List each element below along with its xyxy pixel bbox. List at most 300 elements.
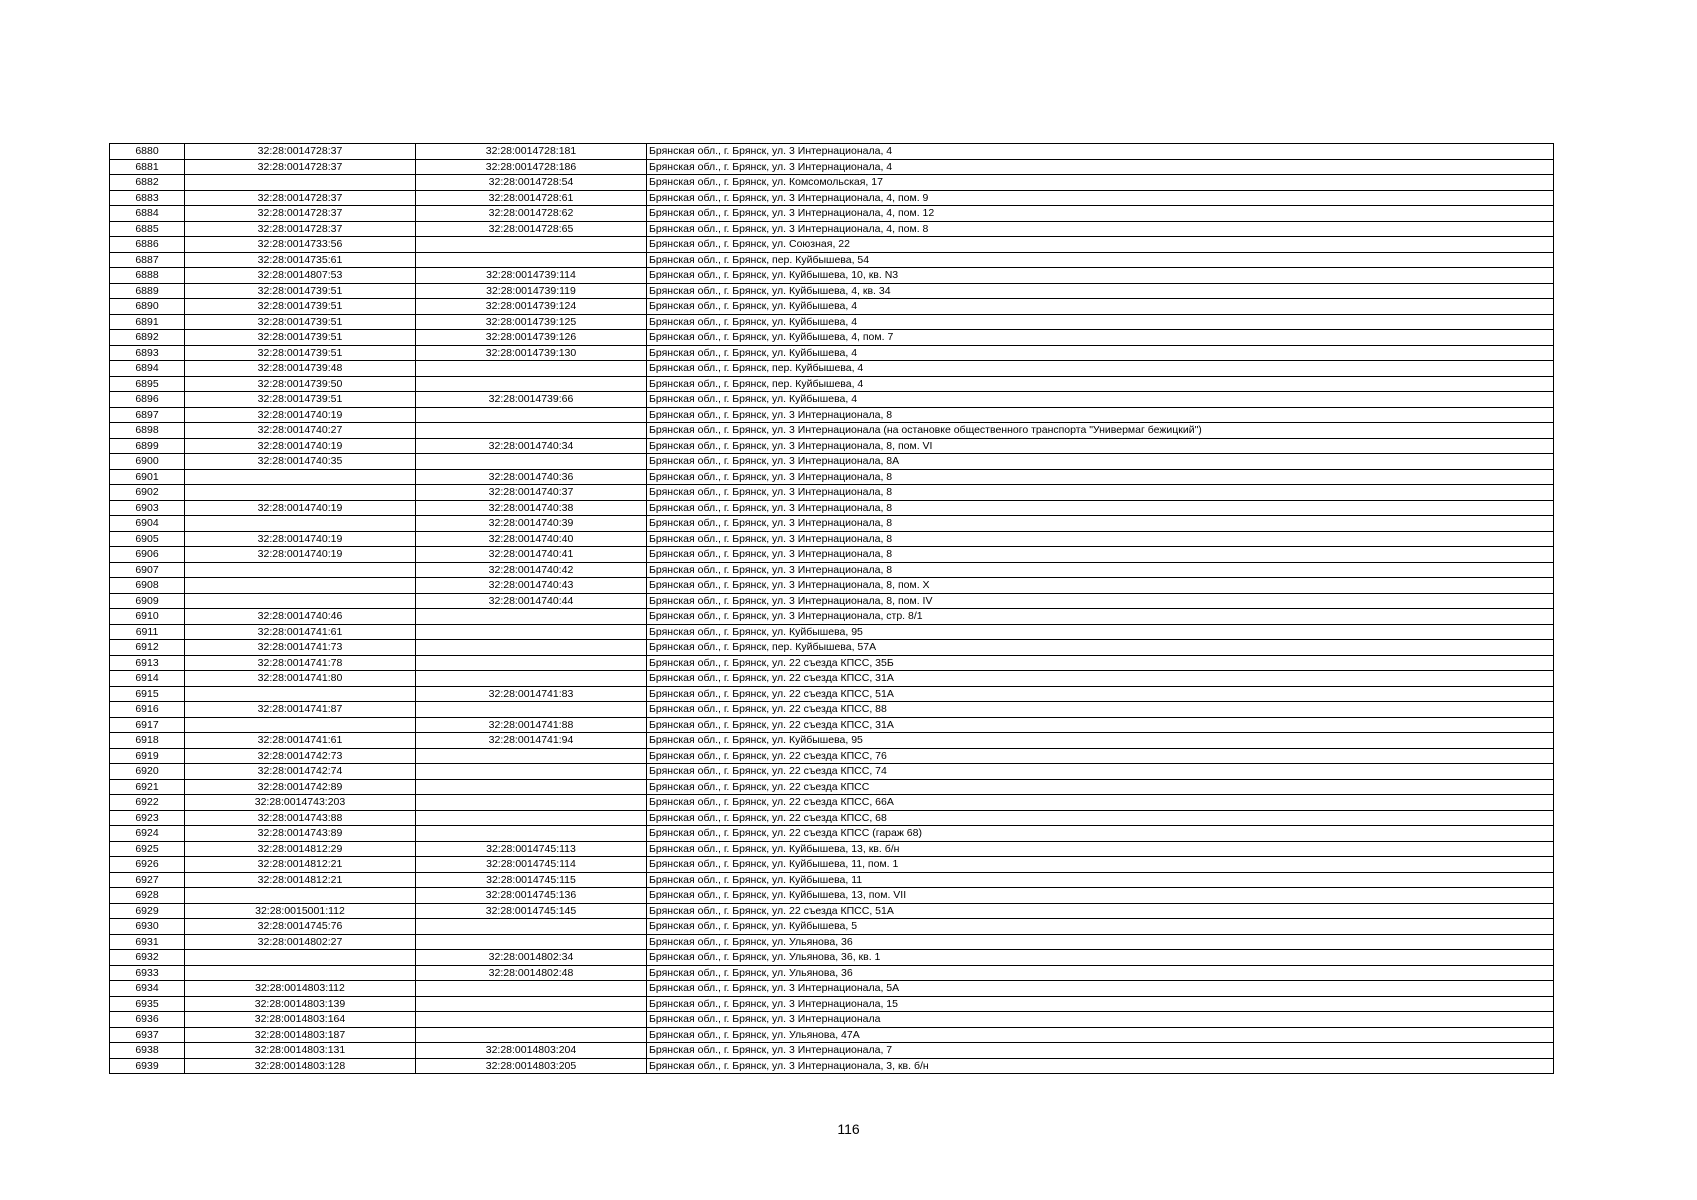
row-number-cell: 6893 bbox=[110, 345, 185, 361]
address-cell: Брянская обл., г. Брянск, ул. 3 Интернационала, 8 bbox=[647, 407, 1554, 423]
table-row bbox=[110, 252, 1554, 268]
table-row bbox=[110, 748, 1554, 764]
object-cadastral-number-cell bbox=[416, 252, 647, 268]
row-number-cell: 6939 bbox=[110, 1058, 185, 1074]
land-cadastral-number-cell: 32:28:0014740:19 bbox=[185, 547, 416, 563]
object-cadastral-number-cell bbox=[416, 826, 647, 842]
address-cell: Брянская обл., г. Брянск, пер. Куйбышева, 4 bbox=[647, 361, 1554, 377]
object-cadastral-number-cell: 32:28:0014740:43 bbox=[416, 578, 647, 594]
table-row bbox=[110, 175, 1554, 191]
table-row bbox=[110, 903, 1554, 919]
row-number-cell: 6931 bbox=[110, 934, 185, 950]
row-number-cell: 6927 bbox=[110, 872, 185, 888]
row-number-cell: 6887 bbox=[110, 252, 185, 268]
table-row bbox=[110, 795, 1554, 811]
row-number-cell: 6886 bbox=[110, 237, 185, 253]
table-row bbox=[110, 996, 1554, 1012]
address-cell: Брянская обл., г. Брянск, ул. 3 Интернационала, 8 bbox=[647, 531, 1554, 547]
table-row bbox=[110, 144, 1554, 160]
table-row bbox=[110, 423, 1554, 439]
land-cadastral-number-cell bbox=[185, 175, 416, 191]
land-cadastral-number-cell: 32:28:0014740:46 bbox=[185, 609, 416, 625]
row-number-cell: 6918 bbox=[110, 733, 185, 749]
object-cadastral-number-cell bbox=[416, 702, 647, 718]
row-number-cell: 6928 bbox=[110, 888, 185, 904]
row-number-cell: 6915 bbox=[110, 686, 185, 702]
object-cadastral-number-cell bbox=[416, 624, 647, 640]
address-cell: Брянская обл., г. Брянск, ул. Куйбышева, 4 bbox=[647, 392, 1554, 408]
address-cell: Брянская обл., г. Брянск, ул. 22 съезда КПСС, 68 bbox=[647, 810, 1554, 826]
object-cadastral-number-cell: 32:28:0014728:61 bbox=[416, 190, 647, 206]
address-cell: Брянская обл., г. Брянск, ул. Куйбышева, 4, кв. 34 bbox=[647, 283, 1554, 299]
table-row bbox=[110, 640, 1554, 656]
row-number-cell: 6897 bbox=[110, 407, 185, 423]
table-row bbox=[110, 392, 1554, 408]
address-cell: Брянская обл., г. Брянск, ул. 3 Интернационала, 8 bbox=[647, 500, 1554, 516]
row-number-cell: 6902 bbox=[110, 485, 185, 501]
object-cadastral-number-cell: 32:28:0014740:40 bbox=[416, 531, 647, 547]
object-cadastral-number-cell: 32:28:0014740:42 bbox=[416, 562, 647, 578]
address-cell: Брянская обл., г. Брянск, ул. 3 Интернационала, 8, пом. X bbox=[647, 578, 1554, 594]
address-cell: Брянская обл., г. Брянск, ул. Куйбышева, 11, пом. 1 bbox=[647, 857, 1554, 873]
row-number-cell: 6912 bbox=[110, 640, 185, 656]
land-cadastral-number-cell bbox=[185, 469, 416, 485]
object-cadastral-number-cell: 32:28:0014741:94 bbox=[416, 733, 647, 749]
object-cadastral-number-cell bbox=[416, 361, 647, 377]
page-number: 116 bbox=[837, 1121, 860, 1137]
address-cell: Брянская обл., г. Брянск, ул. Ульянова, 47А bbox=[647, 1027, 1554, 1043]
land-cadastral-number-cell bbox=[185, 686, 416, 702]
object-cadastral-number-cell: 32:28:0014740:41 bbox=[416, 547, 647, 563]
table-row bbox=[110, 469, 1554, 485]
land-cadastral-number-cell: 32:28:0014740:19 bbox=[185, 438, 416, 454]
row-number-cell: 6880 bbox=[110, 144, 185, 160]
land-cadastral-number-cell: 32:28:0014740:19 bbox=[185, 531, 416, 547]
address-cell: Брянская обл., г. Брянск, ул. 3 Интернационала, 8 bbox=[647, 562, 1554, 578]
land-cadastral-number-cell: 32:28:0014739:51 bbox=[185, 314, 416, 330]
table-row bbox=[110, 609, 1554, 625]
row-number-cell: 6883 bbox=[110, 190, 185, 206]
land-cadastral-number-cell: 32:28:0014743:89 bbox=[185, 826, 416, 842]
land-cadastral-number-cell: 32:28:0014803:187 bbox=[185, 1027, 416, 1043]
row-number-cell: 6908 bbox=[110, 578, 185, 594]
object-cadastral-number-cell: 32:28:0014739:125 bbox=[416, 314, 647, 330]
address-cell: Брянская обл., г. Брянск, ул. Союзная, 22 bbox=[647, 237, 1554, 253]
address-cell: Брянская обл., г. Брянск, ул. Куйбышева, 4 bbox=[647, 314, 1554, 330]
row-number-cell: 6905 bbox=[110, 531, 185, 547]
land-cadastral-number-cell: 32:28:0014743:203 bbox=[185, 795, 416, 811]
address-cell: Брянская обл., г. Брянск, ул. Куйбышева, 13, пом. VII bbox=[647, 888, 1554, 904]
table-row bbox=[110, 779, 1554, 795]
table-row bbox=[110, 159, 1554, 175]
object-cadastral-number-cell: 32:28:0014739:124 bbox=[416, 299, 647, 315]
address-cell: Брянская обл., г. Брянск, ул. 3 Интернационала, 8 bbox=[647, 516, 1554, 532]
row-number-cell: 6910 bbox=[110, 609, 185, 625]
object-cadastral-number-cell: 32:28:0014740:34 bbox=[416, 438, 647, 454]
row-number-cell: 6907 bbox=[110, 562, 185, 578]
address-cell: Брянская обл., г. Брянск, ул. 3 Интернационала, 4 bbox=[647, 144, 1554, 160]
object-cadastral-number-cell: 32:28:0014745:113 bbox=[416, 841, 647, 857]
address-cell: Брянская обл., г. Брянск, ул. 22 съезда КПСС, 51А bbox=[647, 686, 1554, 702]
table-row bbox=[110, 934, 1554, 950]
land-cadastral-number-cell: 32:28:0014739:51 bbox=[185, 345, 416, 361]
land-cadastral-number-cell: 32:28:0014741:73 bbox=[185, 640, 416, 656]
address-cell: Брянская обл., г. Брянск, ул. 3 Интернационала, 5А bbox=[647, 981, 1554, 997]
object-cadastral-number-cell bbox=[416, 919, 647, 935]
table-row bbox=[110, 330, 1554, 346]
address-cell: Брянская обл., г. Брянск, ул. Куйбышева, 11 bbox=[647, 872, 1554, 888]
address-cell: Брянская обл., г. Брянск, ул. Комсомольская, 17 bbox=[647, 175, 1554, 191]
row-number-cell: 6884 bbox=[110, 206, 185, 222]
row-number-cell: 6916 bbox=[110, 702, 185, 718]
land-cadastral-number-cell: 32:28:0014728:37 bbox=[185, 144, 416, 160]
object-cadastral-number-cell: 32:28:0014739:119 bbox=[416, 283, 647, 299]
table-row bbox=[110, 702, 1554, 718]
table-row bbox=[110, 578, 1554, 594]
object-cadastral-number-cell bbox=[416, 640, 647, 656]
object-cadastral-number-cell: 32:28:0014728:62 bbox=[416, 206, 647, 222]
row-number-cell: 6892 bbox=[110, 330, 185, 346]
land-cadastral-number-cell: 32:28:0014742:73 bbox=[185, 748, 416, 764]
address-cell: Брянская обл., г. Брянск, ул. 22 съезда КПСС, 66А bbox=[647, 795, 1554, 811]
row-number-cell: 6901 bbox=[110, 469, 185, 485]
land-cadastral-number-cell: 32:28:0014728:37 bbox=[185, 159, 416, 175]
object-cadastral-number-cell: 32:28:0014803:204 bbox=[416, 1043, 647, 1059]
table-row bbox=[110, 655, 1554, 671]
object-cadastral-number-cell bbox=[416, 1012, 647, 1028]
land-cadastral-number-cell bbox=[185, 950, 416, 966]
address-cell: Брянская обл., г. Брянск, ул. 3 Интернационала, 8, пом. IV bbox=[647, 593, 1554, 609]
row-number-cell: 6891 bbox=[110, 314, 185, 330]
row-number-cell: 6926 bbox=[110, 857, 185, 873]
address-cell: Брянская обл., г. Брянск, ул. 3 Интернационала, 4, пом. 8 bbox=[647, 221, 1554, 237]
object-cadastral-number-cell: 32:28:0014741:83 bbox=[416, 686, 647, 702]
row-number-cell: 6909 bbox=[110, 593, 185, 609]
land-cadastral-number-cell: 32:28:0014803:131 bbox=[185, 1043, 416, 1059]
land-cadastral-number-cell: 32:28:0014740:19 bbox=[185, 500, 416, 516]
object-cadastral-number-cell bbox=[416, 609, 647, 625]
row-number-cell: 6925 bbox=[110, 841, 185, 857]
table-row bbox=[110, 810, 1554, 826]
object-cadastral-number-cell bbox=[416, 934, 647, 950]
table-row bbox=[110, 624, 1554, 640]
object-cadastral-number-cell bbox=[416, 423, 647, 439]
row-number-cell: 6900 bbox=[110, 454, 185, 470]
object-cadastral-number-cell: 32:28:0014740:37 bbox=[416, 485, 647, 501]
address-cell: Брянская обл., г. Брянск, ул. Куйбышева, 4 bbox=[647, 345, 1554, 361]
object-cadastral-number-cell bbox=[416, 779, 647, 795]
table-row bbox=[110, 981, 1554, 997]
land-cadastral-number-cell: 32:28:0014812:29 bbox=[185, 841, 416, 857]
row-number-cell: 6933 bbox=[110, 965, 185, 981]
address-cell: Брянская обл., г. Брянск, ул. Ульянова, 36 bbox=[647, 965, 1554, 981]
row-number-cell: 6890 bbox=[110, 299, 185, 315]
object-cadastral-number-cell: 32:28:0014802:34 bbox=[416, 950, 647, 966]
row-number-cell: 6929 bbox=[110, 903, 185, 919]
table-row bbox=[110, 826, 1554, 842]
table-row bbox=[110, 686, 1554, 702]
address-cell: Брянская обл., г. Брянск, ул. 22 съезда КПСС, 31А bbox=[647, 717, 1554, 733]
object-cadastral-number-cell: 32:28:0014740:36 bbox=[416, 469, 647, 485]
land-cadastral-number-cell: 32:28:0014812:21 bbox=[185, 857, 416, 873]
row-number-cell: 6938 bbox=[110, 1043, 185, 1059]
address-cell: Брянская обл., г. Брянск, ул. 3 Интернационала, 4, пом. 12 bbox=[647, 206, 1554, 222]
address-cell: Брянская обл., г. Брянск, ул. 3 Интернационала, 4, пом. 9 bbox=[647, 190, 1554, 206]
land-cadastral-number-cell bbox=[185, 562, 416, 578]
object-cadastral-number-cell bbox=[416, 655, 647, 671]
land-cadastral-number-cell: 32:28:0014742:89 bbox=[185, 779, 416, 795]
land-cadastral-number-cell: 32:28:0014733:56 bbox=[185, 237, 416, 253]
table-row bbox=[110, 361, 1554, 377]
land-cadastral-number-cell: 32:28:0014739:51 bbox=[185, 330, 416, 346]
land-cadastral-number-cell: 32:28:0014728:37 bbox=[185, 221, 416, 237]
address-cell: Брянская обл., г. Брянск, ул. Куйбышева, 95 bbox=[647, 733, 1554, 749]
land-cadastral-number-cell: 32:28:0014803:128 bbox=[185, 1058, 416, 1074]
address-cell: Брянская обл., г. Брянск, ул. Куйбышева, 5 bbox=[647, 919, 1554, 935]
land-cadastral-number-cell: 32:28:0014741:61 bbox=[185, 733, 416, 749]
address-cell: Брянская обл., г. Брянск, ул. 3 Интернационала, 15 bbox=[647, 996, 1554, 1012]
address-cell: Брянская обл., г. Брянск, ул. 3 Интернационала, стр. 8/1 bbox=[647, 609, 1554, 625]
table-row bbox=[110, 376, 1554, 392]
land-cadastral-number-cell bbox=[185, 593, 416, 609]
address-cell: Брянская обл., г. Брянск, ул. 3 Интернационала, 8А bbox=[647, 454, 1554, 470]
row-number-cell: 6936 bbox=[110, 1012, 185, 1028]
land-cadastral-number-cell: 32:28:0014803:139 bbox=[185, 996, 416, 1012]
address-cell: Брянская обл., г. Брянск, ул. 3 Интернационала, 7 bbox=[647, 1043, 1554, 1059]
row-number-cell: 6935 bbox=[110, 996, 185, 1012]
land-cadastral-number-cell: 32:28:0014741:78 bbox=[185, 655, 416, 671]
object-cadastral-number-cell bbox=[416, 795, 647, 811]
land-cadastral-number-cell: 32:28:0015001:112 bbox=[185, 903, 416, 919]
object-cadastral-number-cell: 32:28:0014745:115 bbox=[416, 872, 647, 888]
table-row bbox=[110, 1012, 1554, 1028]
land-cadastral-number-cell: 32:28:0014739:50 bbox=[185, 376, 416, 392]
object-cadastral-number-cell: 32:28:0014739:114 bbox=[416, 268, 647, 284]
table-row bbox=[110, 733, 1554, 749]
table-row bbox=[110, 268, 1554, 284]
object-cadastral-number-cell: 32:28:0014739:126 bbox=[416, 330, 647, 346]
address-cell: Брянская обл., г. Брянск, ул. Куйбышева, 4 bbox=[647, 299, 1554, 315]
land-cadastral-number-cell: 32:28:0014739:51 bbox=[185, 283, 416, 299]
table-row bbox=[110, 671, 1554, 687]
land-cadastral-number-cell: 32:28:0014745:76 bbox=[185, 919, 416, 935]
object-cadastral-number-cell bbox=[416, 981, 647, 997]
registry-table-body bbox=[110, 144, 1554, 1074]
land-cadastral-number-cell: 32:28:0014743:88 bbox=[185, 810, 416, 826]
land-cadastral-number-cell bbox=[185, 516, 416, 532]
row-number-cell: 6923 bbox=[110, 810, 185, 826]
row-number-cell: 6882 bbox=[110, 175, 185, 191]
object-cadastral-number-cell bbox=[416, 764, 647, 780]
table-row bbox=[110, 237, 1554, 253]
object-cadastral-number-cell bbox=[416, 748, 647, 764]
row-number-cell: 6920 bbox=[110, 764, 185, 780]
address-cell: Брянская обл., г. Брянск, ул. 3 Интернационала, 8 bbox=[647, 547, 1554, 563]
object-cadastral-number-cell: 32:28:0014745:114 bbox=[416, 857, 647, 873]
land-cadastral-number-cell bbox=[185, 485, 416, 501]
row-number-cell: 6906 bbox=[110, 547, 185, 563]
land-cadastral-number-cell bbox=[185, 888, 416, 904]
row-number-cell: 6930 bbox=[110, 919, 185, 935]
row-number-cell: 6924 bbox=[110, 826, 185, 842]
address-cell: Брянская обл., г. Брянск, ул. Куйбышева, 4, пом. 7 bbox=[647, 330, 1554, 346]
object-cadastral-number-cell: 32:28:0014728:181 bbox=[416, 144, 647, 160]
row-number-cell: 6919 bbox=[110, 748, 185, 764]
table-row bbox=[110, 593, 1554, 609]
table-row bbox=[110, 206, 1554, 222]
object-cadastral-number-cell bbox=[416, 376, 647, 392]
table-row bbox=[110, 299, 1554, 315]
object-cadastral-number-cell bbox=[416, 996, 647, 1012]
row-number-cell: 6885 bbox=[110, 221, 185, 237]
address-cell: Брянская обл., г. Брянск, ул. 3 Интернационала (на остановке общественного транспорта "Универмаг бежицкий") bbox=[647, 423, 1554, 439]
land-cadastral-number-cell: 32:28:0014741:87 bbox=[185, 702, 416, 718]
row-number-cell: 6888 bbox=[110, 268, 185, 284]
object-cadastral-number-cell bbox=[416, 671, 647, 687]
row-number-cell: 6911 bbox=[110, 624, 185, 640]
table-row bbox=[110, 500, 1554, 516]
address-cell: Брянская обл., г. Брянск, ул. Куйбышева, 95 bbox=[647, 624, 1554, 640]
address-cell: Брянская обл., г. Брянск, ул. Куйбышева, 10, кв. N3 bbox=[647, 268, 1554, 284]
land-cadastral-number-cell: 32:28:0014742:74 bbox=[185, 764, 416, 780]
land-cadastral-number-cell: 32:28:0014741:61 bbox=[185, 624, 416, 640]
registry-table bbox=[109, 143, 1554, 1074]
object-cadastral-number-cell: 32:28:0014740:44 bbox=[416, 593, 647, 609]
land-cadastral-number-cell: 32:28:0014740:27 bbox=[185, 423, 416, 439]
table-row bbox=[110, 454, 1554, 470]
row-number-cell: 6881 bbox=[110, 159, 185, 175]
row-number-cell: 6898 bbox=[110, 423, 185, 439]
row-number-cell: 6896 bbox=[110, 392, 185, 408]
land-cadastral-number-cell bbox=[185, 965, 416, 981]
object-cadastral-number-cell bbox=[416, 1027, 647, 1043]
land-cadastral-number-cell bbox=[185, 578, 416, 594]
land-cadastral-number-cell: 32:28:0014807:53 bbox=[185, 268, 416, 284]
table-row bbox=[110, 547, 1554, 563]
row-number-cell: 6913 bbox=[110, 655, 185, 671]
row-number-cell: 6895 bbox=[110, 376, 185, 392]
object-cadastral-number-cell: 32:28:0014740:39 bbox=[416, 516, 647, 532]
table-row bbox=[110, 872, 1554, 888]
address-cell: Брянская обл., г. Брянск, ул. Ульянова, 36, кв. 1 bbox=[647, 950, 1554, 966]
address-cell: Брянская обл., г. Брянск, ул. Куйбышева, 13, кв. б/н bbox=[647, 841, 1554, 857]
table-row bbox=[110, 485, 1554, 501]
table-row bbox=[110, 1027, 1554, 1043]
object-cadastral-number-cell: 32:28:0014740:38 bbox=[416, 500, 647, 516]
table-row bbox=[110, 1058, 1554, 1074]
table-row bbox=[110, 190, 1554, 206]
address-cell: Брянская обл., г. Брянск, ул. 3 Интернационала, 4 bbox=[647, 159, 1554, 175]
address-cell: Брянская обл., г. Брянск, ул. 22 съезда КПСС, 76 bbox=[647, 748, 1554, 764]
row-number-cell: 6889 bbox=[110, 283, 185, 299]
address-cell: Брянская обл., г. Брянск, ул. 22 съезда КПСС bbox=[647, 779, 1554, 795]
land-cadastral-number-cell: 32:28:0014739:51 bbox=[185, 299, 416, 315]
object-cadastral-number-cell: 32:28:0014739:130 bbox=[416, 345, 647, 361]
land-cadastral-number-cell: 32:28:0014741:80 bbox=[185, 671, 416, 687]
table-row bbox=[110, 314, 1554, 330]
table-row bbox=[110, 841, 1554, 857]
land-cadastral-number-cell: 32:28:0014740:19 bbox=[185, 407, 416, 423]
address-cell: Брянская обл., г. Брянск, пер. Куйбышева, 4 bbox=[647, 376, 1554, 392]
address-cell: Брянская обл., г. Брянск, пер. Куйбышева, 57А bbox=[647, 640, 1554, 656]
object-cadastral-number-cell: 32:28:0014802:48 bbox=[416, 965, 647, 981]
row-number-cell: 6932 bbox=[110, 950, 185, 966]
table-row bbox=[110, 516, 1554, 532]
row-number-cell: 6914 bbox=[110, 671, 185, 687]
table-row bbox=[110, 950, 1554, 966]
address-cell: Брянская обл., г. Брянск, ул. 22 съезда КПСС, 51А bbox=[647, 903, 1554, 919]
land-cadastral-number-cell: 32:28:0014740:35 bbox=[185, 454, 416, 470]
land-cadastral-number-cell: 32:28:0014739:51 bbox=[185, 392, 416, 408]
row-number-cell: 6894 bbox=[110, 361, 185, 377]
object-cadastral-number-cell: 32:28:0014728:54 bbox=[416, 175, 647, 191]
address-cell: Брянская обл., г. Брянск, ул. 3 Интернационала, 3, кв. б/н bbox=[647, 1058, 1554, 1074]
table-row bbox=[110, 221, 1554, 237]
row-number-cell: 6899 bbox=[110, 438, 185, 454]
table-row bbox=[110, 531, 1554, 547]
land-cadastral-number-cell bbox=[185, 717, 416, 733]
address-cell: Брянская обл., г. Брянск, ул. 3 Интернационала, 8 bbox=[647, 469, 1554, 485]
object-cadastral-number-cell bbox=[416, 454, 647, 470]
address-cell: Брянская обл., г. Брянск, ул. 22 съезда КПСС, 74 bbox=[647, 764, 1554, 780]
row-number-cell: 6903 bbox=[110, 500, 185, 516]
object-cadastral-number-cell bbox=[416, 810, 647, 826]
table-row bbox=[110, 717, 1554, 733]
object-cadastral-number-cell: 32:28:0014739:66 bbox=[416, 392, 647, 408]
row-number-cell: 6934 bbox=[110, 981, 185, 997]
table-row bbox=[110, 965, 1554, 981]
table-row bbox=[110, 438, 1554, 454]
address-cell: Брянская обл., г. Брянск, ул. 22 съезда КПСС, 35Б bbox=[647, 655, 1554, 671]
land-cadastral-number-cell: 32:28:0014728:37 bbox=[185, 190, 416, 206]
table-row bbox=[110, 345, 1554, 361]
table-row bbox=[110, 1043, 1554, 1059]
object-cadastral-number-cell bbox=[416, 407, 647, 423]
row-number-cell: 6904 bbox=[110, 516, 185, 532]
object-cadastral-number-cell bbox=[416, 237, 647, 253]
address-cell: Брянская обл., г. Брянск, ул. 22 съезда КПСС, 31А bbox=[647, 671, 1554, 687]
table-row bbox=[110, 857, 1554, 873]
address-cell: Брянская обл., г. Брянск, ул. 22 съезда КПСС (гараж 68) bbox=[647, 826, 1554, 842]
row-number-cell: 6922 bbox=[110, 795, 185, 811]
table-row bbox=[110, 919, 1554, 935]
address-cell: Брянская обл., г. Брянск, ул. 22 съезда КПСС, 88 bbox=[647, 702, 1554, 718]
address-cell: Брянская обл., г. Брянск, пер. Куйбышева, 54 bbox=[647, 252, 1554, 268]
table-row bbox=[110, 888, 1554, 904]
land-cadastral-number-cell: 32:28:0014803:164 bbox=[185, 1012, 416, 1028]
object-cadastral-number-cell: 32:28:0014728:186 bbox=[416, 159, 647, 175]
address-cell: Брянская обл., г. Брянск, ул. Ульянова, 36 bbox=[647, 934, 1554, 950]
object-cadastral-number-cell: 32:28:0014803:205 bbox=[416, 1058, 647, 1074]
land-cadastral-number-cell: 32:28:0014812:21 bbox=[185, 872, 416, 888]
row-number-cell: 6937 bbox=[110, 1027, 185, 1043]
land-cadastral-number-cell: 32:28:0014728:37 bbox=[185, 206, 416, 222]
object-cadastral-number-cell: 32:28:0014745:136 bbox=[416, 888, 647, 904]
land-cadastral-number-cell: 32:28:0014739:48 bbox=[185, 361, 416, 377]
address-cell: Брянская обл., г. Брянск, ул. 3 Интернационала, 8 bbox=[647, 485, 1554, 501]
object-cadastral-number-cell: 32:28:0014728:65 bbox=[416, 221, 647, 237]
table-row bbox=[110, 407, 1554, 423]
land-cadastral-number-cell: 32:28:0014803:112 bbox=[185, 981, 416, 997]
table-row bbox=[110, 764, 1554, 780]
table-row bbox=[110, 283, 1554, 299]
address-cell: Брянская обл., г. Брянск, ул. 3 Интернационала bbox=[647, 1012, 1554, 1028]
object-cadastral-number-cell: 32:28:0014741:88 bbox=[416, 717, 647, 733]
row-number-cell: 6921 bbox=[110, 779, 185, 795]
land-cadastral-number-cell: 32:28:0014802:27 bbox=[185, 934, 416, 950]
row-number-cell: 6917 bbox=[110, 717, 185, 733]
land-cadastral-number-cell: 32:28:0014735:61 bbox=[185, 252, 416, 268]
